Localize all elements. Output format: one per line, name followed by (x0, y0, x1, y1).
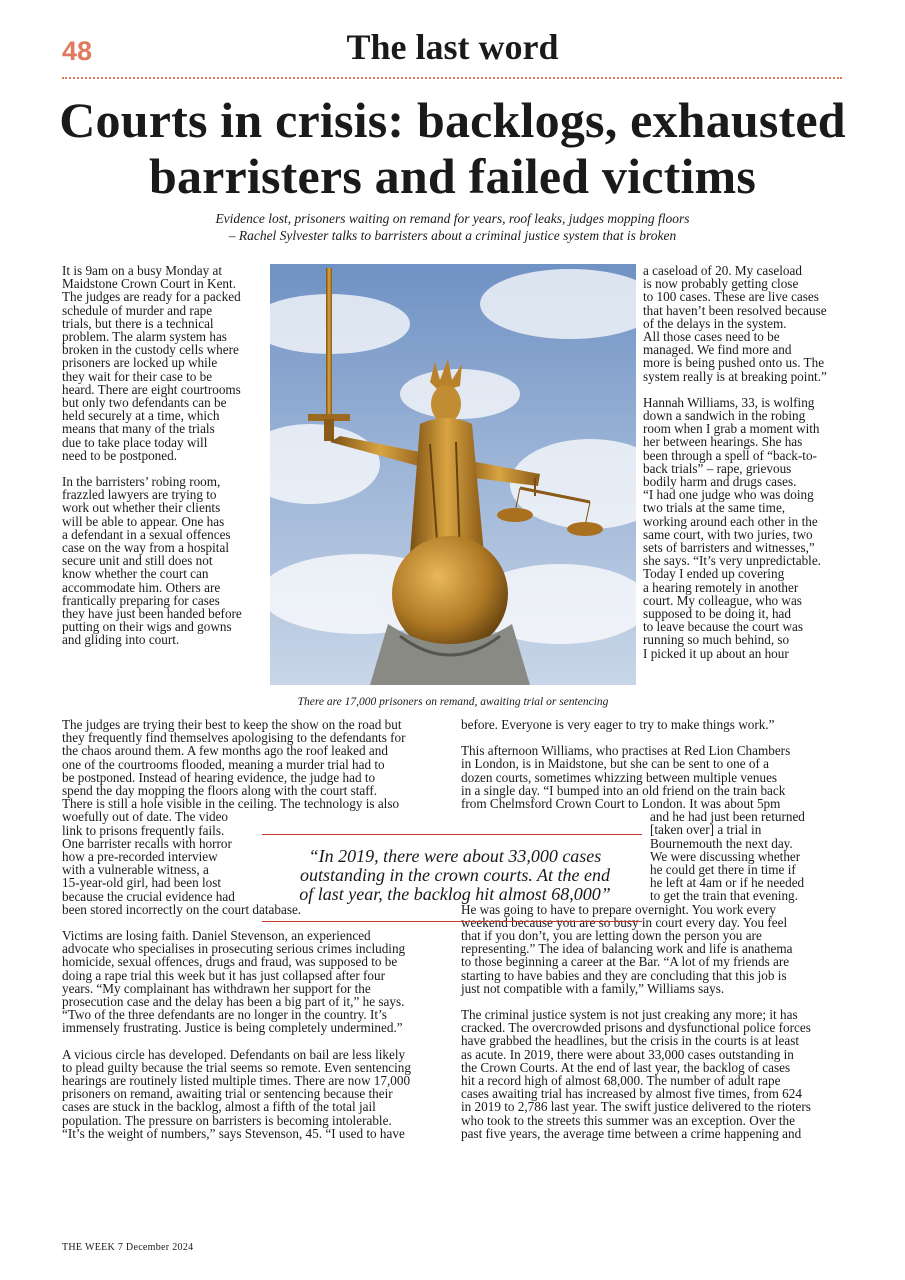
pull-quote-bottom-rule (262, 921, 642, 922)
paragraph: woefully out of date. The video link to prisons frequently fails. One barrister recalls with horror how a pre-recorded interview with a vulnerable witness, a 15-year-old girl, had been lost because the crucial evidence had (62, 809, 235, 904)
footer-issue: THE WEEK 7 December 2024 (62, 1242, 194, 1253)
page-number: 48 (62, 36, 93, 66)
standfirst-line-1: Evidence lost, prisoners waiting on remand for years, roof leaks, judges mopping floors (215, 211, 690, 226)
section-title: The last word (346, 27, 559, 67)
paragraph: before. Everyone is very eager to try to make things work.” (461, 717, 775, 732)
pull-quote: “In 2019, there were about 33,000 cases outstanding in the crown courts. At the end of last year, the backlog hit almost 68,000” (299, 846, 611, 904)
lady-justice-photo (270, 264, 636, 685)
paragraph: In the barristers’ robing room, frazzled lawyers are trying to work out whether their clients will be able to appear. One has a defendant in a sexual offences case on the way from a hospital secure unit and still does not know whether the court can accommodate him. Others are frantically preparing for cases they have just been handed before putting on their wigs and gowns and gliding into court. (62, 474, 242, 648)
paragraph: been stored incorrectly on the court database. (62, 901, 302, 917)
left-column-lower (62, 718, 457, 1140)
paragraph: A vicious circle has developed. Defendants on bail are less likely to plead guilty because the trial seems so remote. Even sentencing hearings are routinely listed multiple times. There are now 17,000 prisoners on remand, awaiting trial or sentencing because their cases are stuck in the backlog, almost a fifth of the total jail population. The pressure on barristers is becoming intolerable. “It’s the weight of numbers,” says Stevenson, 45. “I used to have (62, 1046, 411, 1141)
paragraph: Victims are losing faith. Daniel Stevenson, an experienced advocate who specialises in prosecuting serious crimes including homicide, sexual offences, drugs and fraud, was supposed to be doing a rape trial this week but it has just collapsed after four years. “My complainant has withdrawn her support for the prosecution case and the delay has been a big part of it,” he says. “Two of the three defendants are no longer in the country. It’s immensely frustrating. Justice is being completely undermined.” (62, 928, 406, 1036)
headline-line-2: barristers and failed victims (148, 148, 757, 204)
right-column-lower (461, 718, 851, 1140)
photo-caption: There are 17,000 prisoners on remand, awaiting trial or sentencing (297, 696, 609, 708)
paragraph: The judges are trying their best to keep the show on the road but they frequently find themselves apologising to the defendants for the chaos around them. A few months ago the roof leaked and one of the courtrooms flooded, meaning a murder trial had to be postponed. Instead of hearing evidence, the judge had to spend the day mopping the floors along with the court staff. There is still a hole visible in the ceiling. The technology is also (62, 717, 406, 812)
paragraph: This afternoon Williams, who practises at Red Lion Chambers in London, is in Maidstone, but she can be sent to one of a dozen courts, sometimes whizzing between multiple venues in a single day. “I bumped into an old friend on the train back from Chelmsford Crown Court to London. It was about 5pm (461, 743, 791, 812)
header-divider (62, 77, 842, 79)
left-column-top (62, 264, 268, 660)
pull-quote-top-rule (262, 834, 642, 835)
article-headline (30, 92, 875, 204)
headline-line-1: Courts in crisis: backlogs, exhausted (59, 92, 846, 148)
paragraph: The criminal justice system is not just creaking any more; it has cracked. The overcrowded prisons and dysfunctional police forces have grabbed the headlines, but the crisis in the courts is at least as acute. In 2019, there were about 33,000 cases outstanding in the Crown Courts. At the end of last year, the backlog of cases hit a record high of almost 68,000. The number of adult rape cases awaiting trial has increased by almost five times, from 624 in 2019 to 2,786 last year. The swift justice delivered to the rioters who took to the streets this summer was an exception. Over the past five years, the average time between a crime happening and (461, 1007, 811, 1141)
paragraph: Hannah Williams, 33, is wolfing down a sandwich in the robing room when I grab a moment with her between hearings. She has been through a spell of “back-to- back trials” – rape, grievous bodily harm and drugs cases. “I had one judge who was doing two trials at the same time, working around each other in the same court, with two juries, two sets of barristers and witnesses,” she says. “It’s very unpredictable. Today I ended up covering a hearing remotely in another court. My colleague, who was supposed to be doing it, had to leave because the court was running so much behind, so I picked it up about an hour (643, 394, 821, 661)
right-column-top (643, 264, 848, 660)
standfirst-line-2: – Rachel Sylvester talks to barristers about a criminal justice system that is broken (228, 228, 677, 243)
paragraph: a caseload of 20. My caseload is now probably getting close to 100 cases. These are live cases that haven’t been resolved because of the delays in the system. All those cases need to be managed. We find more and more is being pushed onto us. The system really is at breaking point.” (643, 263, 827, 384)
standfirst (120, 210, 785, 244)
paragraph: He was going to have to prepare overnight. You work every weekend because you are so busy in court every day. You feel that if you don’t, you are letting down the person you are representing.” The idea of balancing work and life is anathema to those beginning a career at the Bar. “A lot of my friends are starting to have babies and they are concluding that this job is just not compatible with a family,” Williams says. (461, 901, 793, 996)
paragraph: and he had just been returned [taken over] a trial in Bournemouth the next day. We were discussing whether he could get there in time if he left at 4am or if he needed to get the train that evening. (650, 809, 805, 904)
paragraph: It is 9am on a busy Monday at Maidstone Crown Court in Kent. The judges are ready for a packed schedule of murder and rape trials, but there is a technical problem. The alarm system has broken in the custody cells where prisoners are locked up while they wait for their case to be heard. There are eight courtrooms but only two defendants can be held securely at a time, which means that many of the trials due to take place today will need to be postponed. (62, 263, 241, 463)
